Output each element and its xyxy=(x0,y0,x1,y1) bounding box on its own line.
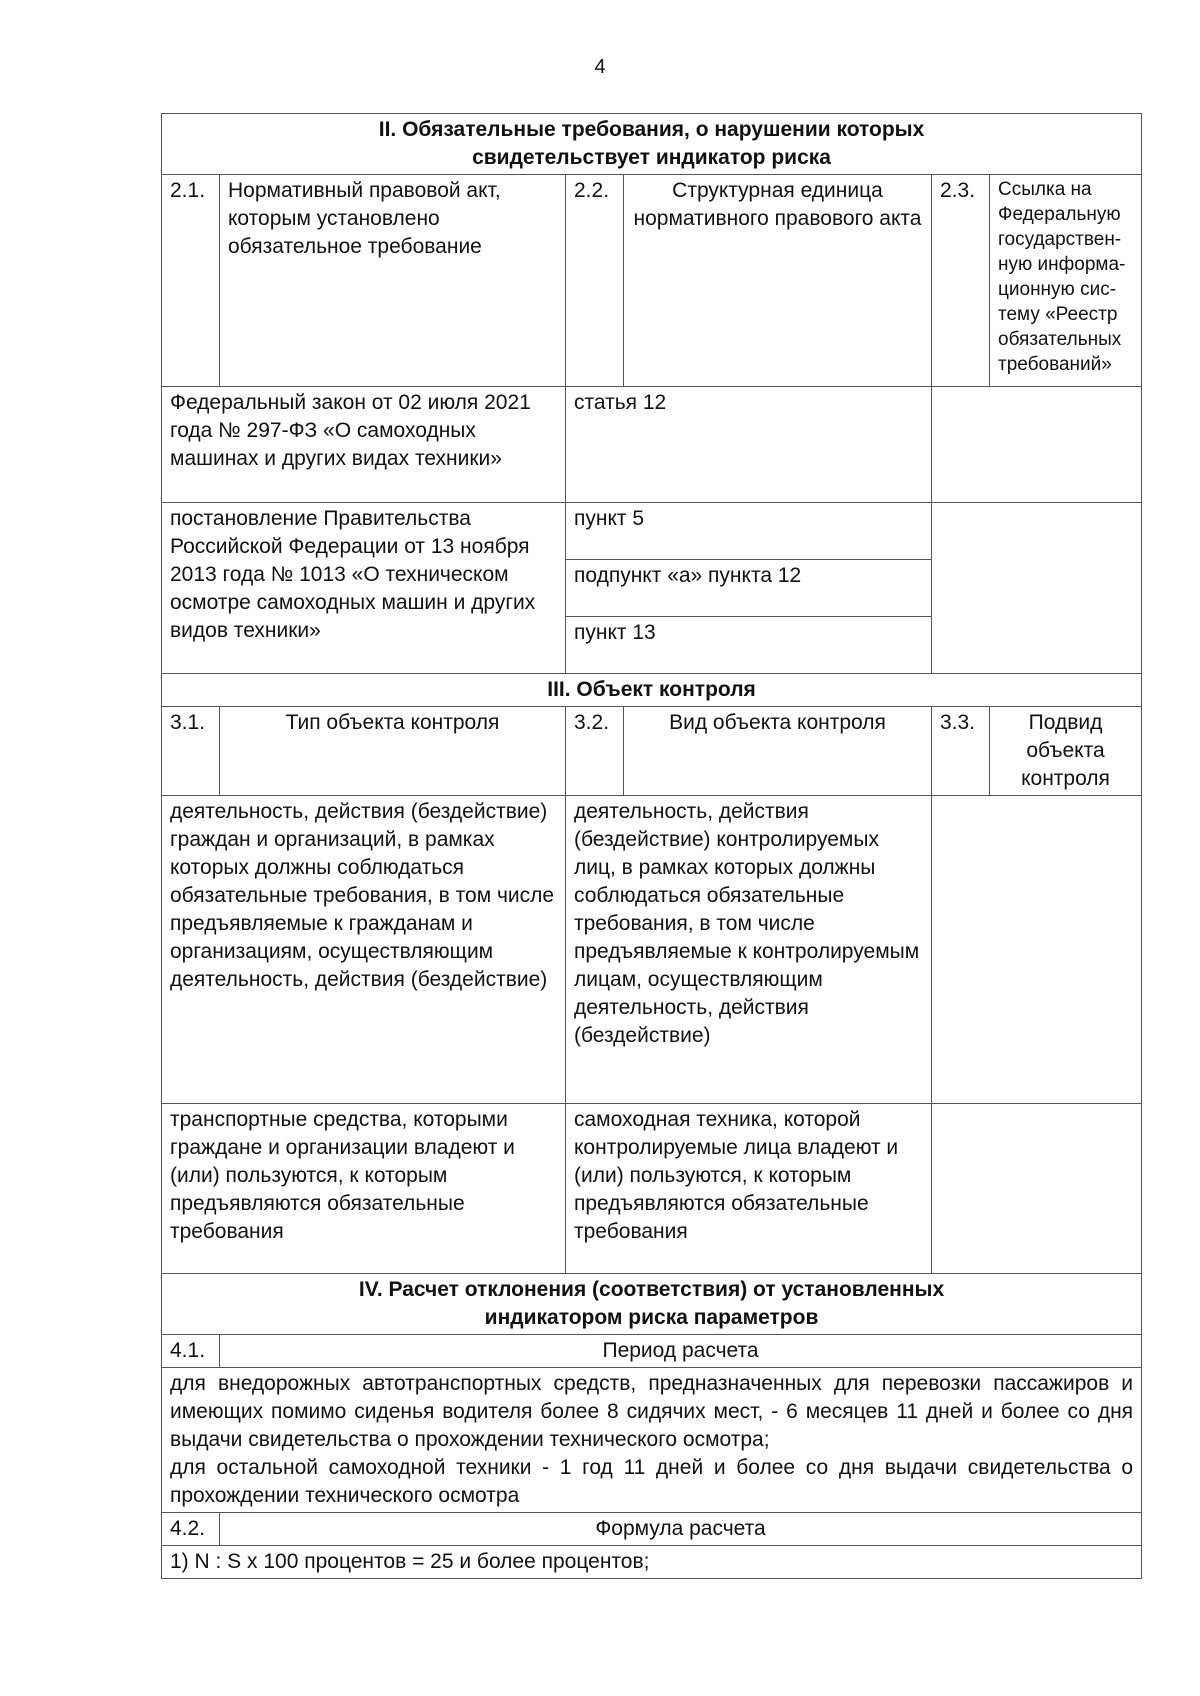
col-2-3-number: 2.3. xyxy=(932,175,990,387)
section4-period-text-row xyxy=(162,1368,1142,1513)
section2-row-resolution-1 xyxy=(162,503,1142,560)
col-2-2-number: 2.2. xyxy=(566,175,624,387)
col-3-2-number: 3.2. xyxy=(566,707,624,796)
section2-title xyxy=(162,114,1142,175)
resolution-unit-3: пункт 13 xyxy=(566,617,932,674)
section4-formula-row xyxy=(162,1546,1142,1579)
section4-header-row xyxy=(162,1274,1142,1335)
object-subtype-vehicles xyxy=(932,1104,1142,1274)
risk-indicator-table xyxy=(161,113,1142,1579)
section3-title: III. Объект контроля xyxy=(162,674,1142,707)
formula-text: 1) N : S x 100 процентов = 25 и более процентов; xyxy=(162,1546,1142,1579)
col-3-3-number: 3.3. xyxy=(932,707,990,796)
federal-law-act: Федеральный закон от 02 июля 2021 года № 297-ФЗ «О самоходных машинах и других видах техники» xyxy=(162,387,566,503)
section2-title-line1: II. Обязательные требования, о нарушении которых xyxy=(378,118,925,141)
section4-title xyxy=(162,1274,1142,1335)
government-resolution-act: постановление Правительства Российской Федерации от 13 ноября 2013 года № 1013 «О техническом осмотре самоходных машин и других видов техники» xyxy=(162,503,566,674)
resolution-unit-1: пункт 5 xyxy=(566,503,932,560)
section3-row-activity xyxy=(162,796,1142,1104)
object-type-vehicles: транспортные средства, которыми граждане и организации владеют и (или) пользуются, к которым предъявляются обязательные требования xyxy=(162,1104,566,1274)
page-number: 4 xyxy=(594,56,606,78)
section3-header-row xyxy=(162,674,1142,707)
section2-row-federal-law xyxy=(162,387,1142,503)
object-kind-activity: деятельность, действия (бездействие) контролируемых лиц, в рамках которых должны соблюдаться обязательные требования, в том числе предъявляемые к контролируемым лицам, осуществляющим деятельность, действия (бездействие) xyxy=(566,796,932,1104)
resolution-unit-2: подпункт «а» пункта 12 xyxy=(566,560,932,617)
resolution-registry-link xyxy=(932,503,1142,674)
period-text xyxy=(162,1368,1142,1513)
col-2-1-number: 2.1. xyxy=(162,175,220,387)
section2-header-row xyxy=(162,114,1142,175)
section4-period-header-row xyxy=(162,1335,1142,1368)
federal-law-unit: статья 12 xyxy=(566,387,932,503)
col-4-2-label: Формула расчета xyxy=(220,1513,1142,1546)
col-3-1-label: Тип объекта контроля xyxy=(220,707,566,796)
section4-title-line2: индикатором риска параметров xyxy=(484,1306,819,1329)
period-text-other: для остальной самоходной техники - 1 год 11 дней и более со дня выдачи свидетельства о прохождении технического осмотра xyxy=(170,1456,1134,1507)
object-kind-vehicles: самоходная техника, которой контролируемые лица владеют и (или) пользуются, к которым предъявляются обязательные требования xyxy=(566,1104,932,1274)
col-4-2-number: 4.2. xyxy=(162,1513,220,1546)
col-4-1-number: 4.1. xyxy=(162,1335,220,1368)
federal-law-registry-link xyxy=(932,387,1142,503)
section2-title-line2: свидетельствует индикатор риска xyxy=(472,146,831,169)
section4-title-line1: IV. Расчет отклонения (соответствия) от установленных xyxy=(358,1278,945,1301)
object-subtype-activity xyxy=(932,796,1142,1104)
col-2-2-label: Структурная единица нормативного правового акта xyxy=(624,175,932,387)
col-2-1-label: Нормативный правовой акт, которым установлено обязательное требование xyxy=(220,175,566,387)
section2-columns-row xyxy=(162,175,1142,387)
section4-formula-header-row xyxy=(162,1513,1142,1546)
col-3-1-number: 3.1. xyxy=(162,707,220,796)
section3-columns-row xyxy=(162,707,1142,796)
col-3-3-label: Подвид объекта контроля xyxy=(990,707,1142,796)
period-text-offroad: для внедорожных автотранспортных средств, предназначенных для перевозки пассажиров и имеющих помимо сиденья водителя более 8 сидячих мест, - 6 месяцев 11 дней и более со дня выдачи свидетельства о прохождении технического осмотра; xyxy=(170,1372,1134,1451)
object-type-activity: деятельность, действия (бездействие) граждан и организаций, в рамках которых должны соблюдаться обязательные требования, в том числе предъявляемые к гражданам и организациям, осуществляющим деятельность, действия (бездействие) xyxy=(162,796,566,1104)
col-2-3-label: Ссылка на Федеральную государствен-ную информа-ционную сис-тему «Реестр обязательных требований» xyxy=(990,175,1142,387)
col-4-1-label: Период расчета xyxy=(220,1335,1142,1368)
section3-row-vehicles xyxy=(162,1104,1142,1274)
col-3-2-label: Вид объекта контроля xyxy=(624,707,932,796)
